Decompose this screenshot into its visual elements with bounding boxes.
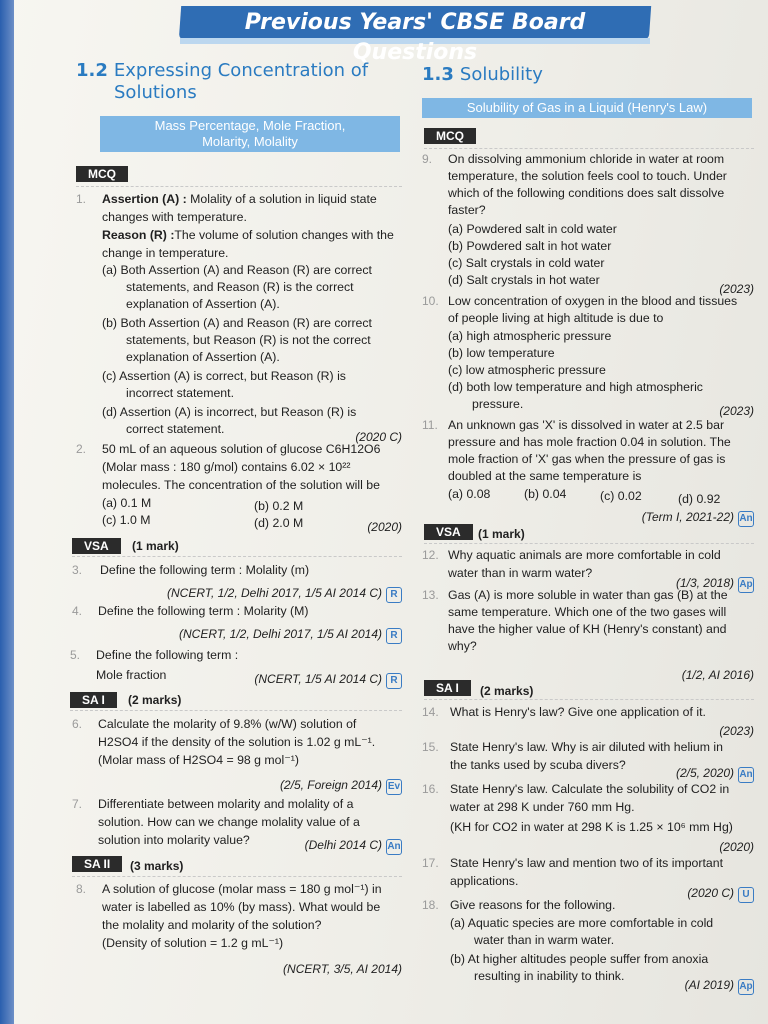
q15-number: 15.	[422, 740, 439, 754]
q10-number: 10.	[422, 294, 439, 308]
page-edge-strip	[0, 0, 14, 1024]
right-sa1-tag: SA I	[424, 680, 471, 696]
q16-line-2: water at 298 K under 760 mm Hg.	[450, 800, 635, 814]
left-section-title-l1: Expressing Concentration of	[113, 60, 369, 81]
q16-line-1: State Henry's law. Calculate the solubility of CO2 in	[450, 782, 730, 796]
q16-reference: (2020)	[719, 840, 754, 854]
q10-line-1: Low concentration of oxygen in the blood and tissues	[448, 294, 738, 308]
q17-number: 17.	[422, 856, 439, 870]
q9-reference: (2023)	[719, 282, 754, 296]
q3-text: Define the following term : Molality (m)	[100, 563, 310, 577]
q1-option-a-l3: explanation of Assertion (A).	[126, 297, 280, 311]
q10-option-a: (a) high atmospheric pressure	[448, 329, 612, 343]
divider	[424, 699, 754, 700]
q11-option-d: (d) 0.92	[678, 492, 721, 506]
q3-reference-text: (NCERT, 1/2, Delhi 2017, 1/5 AI 2014 C)	[166, 586, 382, 600]
right-sa1-marks: (2 marks)	[480, 684, 534, 698]
divider	[72, 876, 402, 877]
q17-line-1: State Henry's law and mention two of its important	[450, 856, 724, 870]
left-sa2-tag: SA II	[72, 856, 122, 872]
q9-option-c: (c) Salt crystals in cold water	[448, 256, 605, 270]
q11-line-1: An unknown gas 'X' is dissolved in water at 2.5 bar	[448, 418, 725, 432]
q7-line-3: solution into molarity value?	[98, 833, 250, 847]
q5-reference	[220, 672, 402, 689]
q4-reference-text: (NCERT, 1/2, Delhi 2017, 1/5 AI 2014)	[178, 627, 382, 641]
q1-reason-l2: change in temperature.	[102, 246, 229, 260]
q1-option-d: (d) Assertion (A) is incorrect, but Reason (R) is	[102, 405, 357, 419]
q13-line-2: same temperature. Which one of the two gases will	[448, 605, 727, 619]
q13-line-3: have the higher value of KH (Henry's constant) and	[448, 622, 727, 636]
q1-reason-text: The volume of solution changes with the	[174, 228, 394, 242]
q5-badge: R	[386, 673, 402, 689]
q7-line-2: solution. How can we change molality value of a	[98, 815, 360, 829]
q7-badge: An	[386, 839, 402, 855]
q7-reference	[280, 838, 402, 855]
q11-reference	[560, 510, 754, 527]
q2-line-1: 50 mL of an aqueous solution of glucose C6H12O6	[102, 442, 381, 456]
q6-reference-text: (2/5, Foreign 2014)	[279, 778, 382, 792]
q4-reference	[120, 627, 402, 644]
q12-reference-text: (1/3, 2018)	[675, 576, 734, 590]
q3-number: 3.	[72, 563, 83, 577]
q1-number: 1.	[76, 192, 87, 206]
q11-option-b: (b) 0.04	[524, 487, 567, 501]
q18-number: 18.	[422, 898, 439, 912]
right-topic-banner: Solubility of Gas in a Liquid (Henry's Law)	[422, 98, 752, 118]
left-section-title-l2: Solutions	[114, 82, 197, 103]
q11-badge: An	[738, 511, 754, 527]
q2-option-a: (a) 0.1 M	[102, 496, 152, 510]
q13-line-4: why?	[448, 639, 477, 653]
q1-reason	[102, 228, 402, 244]
q1-option-b: (b) Both Assertion (A) and Reason (R) are correct	[102, 316, 372, 330]
q11-line-4: doubled at the same temperature is	[448, 469, 642, 483]
q11-line-3: mole fraction of 'X' gas when the pressure of gas is	[448, 452, 726, 466]
q10-option-d: (d) both low temperature and high atmospheric	[448, 380, 703, 394]
divider	[424, 543, 754, 544]
q7-number: 7.	[72, 797, 83, 811]
left-vsa-tag: VSA	[72, 538, 121, 554]
left-section-heading	[76, 60, 368, 82]
q12-badge: Ap	[738, 577, 754, 593]
q9-line-3: which of the following conditions does salt dissolve	[448, 186, 725, 200]
q15-line-1: State Henry's law. Why is air diluted with helium in	[450, 740, 723, 754]
right-section-number: 1.3	[422, 64, 454, 85]
q18-reference	[640, 978, 754, 995]
right-section-heading	[422, 64, 543, 86]
q1-option-d-l2: correct statement.	[126, 422, 225, 436]
q11-option-a: (a) 0.08	[448, 487, 491, 501]
left-sa2-marks: (3 marks)	[130, 859, 184, 873]
q11-number: 11.	[422, 418, 438, 432]
q7-line-1: Differentiate between molarity and molality of a	[98, 797, 354, 811]
q5-number: 5.	[70, 648, 81, 662]
q1-option-b-l2: statements, but Reason (R) is not the correct	[126, 333, 371, 347]
q13-reference: (1/2, AI 2016)	[681, 668, 754, 682]
q18-badge: Ap	[738, 979, 754, 995]
right-section-title: Solubility	[459, 64, 543, 85]
q15-line-2: the tanks used by scuba divers?	[450, 758, 626, 772]
q2-line-3: molecules. The concentration of the solution will be	[102, 478, 380, 492]
q6-reference	[200, 778, 402, 795]
q4-number: 4.	[72, 604, 83, 618]
q16-number: 16.	[422, 782, 439, 796]
left-mcq-tag: MCQ	[76, 166, 128, 182]
q9-number: 9.	[422, 152, 433, 166]
right-vsa-tag: VSA	[424, 524, 473, 540]
q5-text: Define the following term :	[96, 648, 239, 662]
q1-option-c: (c) Assertion (A) is correct, but Reason (R) is	[102, 369, 346, 383]
q1-assertion	[102, 192, 402, 208]
q18-reference-text: (AI 2019)	[684, 978, 734, 992]
q2-option-d: (d) 2.0 M	[254, 516, 304, 530]
q8-line-3: the molality and molarity of the solution?	[102, 918, 322, 932]
left-topic-l2: Molarity, Molality	[202, 134, 298, 149]
q3-badge: R	[386, 587, 402, 603]
q14-text: What is Henry's law? Give one application of it.	[450, 705, 706, 719]
divider	[72, 556, 402, 557]
q10-option-b: (b) low temperature	[448, 346, 555, 360]
q18-option-b: (b) At higher altitudes people suffer from anoxia	[450, 952, 709, 966]
left-topic-banner	[100, 116, 400, 152]
left-sa1-tag: SA I	[70, 692, 117, 708]
divider	[70, 710, 402, 711]
right-mcq-tag: MCQ	[424, 128, 476, 144]
q11-reference-text: (Term I, 2021-22)	[641, 510, 734, 524]
q10-option-d-l2: pressure.	[472, 397, 524, 411]
q17-reference-text: (2020 C)	[687, 886, 734, 900]
q9-line-1: On dissolving ammonium chloride in water at room	[448, 152, 725, 166]
q18-option-b-l2: resulting in inability to think.	[474, 969, 625, 983]
q1-option-c-l2: incorrect statement.	[126, 386, 234, 400]
q1-reason-label: Reason (R) :	[102, 228, 175, 242]
q6-line-2: H2SO4 if the density of the solution is 1.02 g mL⁻¹.	[98, 735, 376, 749]
q5-line-2: Mole fraction	[96, 668, 167, 682]
q2-reference: (2020)	[367, 520, 402, 534]
q17-badge: U	[738, 887, 754, 903]
q18-option-a-l2: water than in warm water.	[474, 933, 615, 947]
q12-line-1: Why aquatic animals are more comfortable in cold	[448, 548, 721, 562]
divider	[76, 186, 402, 187]
q11-line-2: pressure and has mole fraction 0.04 in solution. The	[448, 435, 731, 449]
q6-number: 6.	[72, 717, 83, 731]
q1-option-a-l2: statements, and Reason (R) is the correct	[126, 280, 354, 294]
q14-reference: (2023)	[719, 724, 754, 738]
page-title: Previous Years' CBSE Board Questions	[244, 10, 586, 65]
q10-line-2: of people living at high altitude is due to	[448, 311, 664, 325]
q8-line-4: (Density of solution = 1.2 g mL⁻¹)	[102, 936, 284, 950]
q1-reference: (2020 C)	[355, 430, 402, 444]
q9-line-4: faster?	[448, 203, 486, 217]
q18-option-a: (a) Aquatic species are more comfortable in cold	[450, 916, 714, 930]
q4-badge: R	[386, 628, 402, 644]
left-vsa-marks: (1 mark)	[132, 539, 179, 553]
q15-badge: An	[738, 767, 754, 783]
right-vsa-marks: (1 mark)	[478, 527, 525, 541]
q2-option-c: (c) 1.0 M	[102, 513, 151, 527]
q5-reference-text: (NCERT, 1/5 AI 2014 C)	[254, 672, 382, 686]
q1-option-a: (a) Both Assertion (A) and Reason (R) are correct	[102, 263, 372, 277]
q2-number: 2.	[76, 442, 87, 456]
q1-assertion-label: Assertion (A) :	[102, 192, 187, 206]
q6-badge: Ev	[386, 779, 402, 795]
q9-line-2: temperature, the solution feels cool to touch. Under	[448, 169, 727, 183]
q13-line-1: Gas (A) is more soluble in water than gas (B) at the	[448, 588, 728, 602]
q10-option-c: (c) low atmospheric pressure	[448, 363, 606, 377]
q18-line-1: Give reasons for the following.	[450, 898, 616, 912]
q12-line-2: water than in warm water?	[448, 566, 593, 580]
q4-text: Define the following term : Molarity (M)	[98, 604, 309, 618]
q9-option-b: (b) Powdered salt in hot water	[448, 239, 612, 253]
q6-line-3: (Molar mass of H2SO4 = 98 g mol⁻¹)	[98, 753, 299, 767]
q16-line-3: (KH for CO2 in water at 298 K is 1.25 × 10⁶ mm Hg)	[450, 820, 733, 834]
q2-option-b: (b) 0.2 M	[254, 499, 304, 513]
q1-assertion-l2: changes with temperature.	[102, 210, 247, 224]
q7-reference-text: (Delhi 2014 C)	[304, 838, 382, 852]
q6-line-1: Calculate the molarity of 9.8% (w/W) solution of	[98, 717, 357, 731]
left-section-number: 1.2	[76, 60, 108, 81]
q11-option-c: (c) 0.02	[600, 489, 642, 503]
q17-reference	[640, 886, 754, 903]
q9-option-a: (a) Powdered salt in cold water	[448, 222, 617, 236]
q17-line-2: applications.	[450, 874, 519, 888]
q12-number: 12.	[422, 548, 439, 562]
q8-number: 8.	[76, 882, 87, 896]
q1-option-b-l3: explanation of Assertion (A).	[126, 350, 280, 364]
q8-line-1: A solution of glucose (molar mass = 180 g mol⁻¹) in	[102, 882, 382, 896]
q2-line-2: (Molar mass : 180 g/mol) contains 6.02 × 10²²	[102, 460, 351, 474]
q8-line-2: water is labelled as 10% (by mass). What would be	[102, 900, 381, 914]
q10-reference: (2023)	[719, 404, 754, 418]
divider	[424, 148, 754, 149]
left-topic-l1: Mass Percentage, Mole Fraction,	[154, 118, 346, 133]
q14-number: 14.	[422, 705, 439, 719]
q15-reference-text: (2/5, 2020)	[675, 766, 734, 780]
q1-assertion-text: Molality of a solution in liquid state	[190, 192, 377, 206]
left-sa1-marks: (2 marks)	[128, 693, 182, 707]
q9-option-d: (d) Salt crystals in hot water	[448, 273, 600, 287]
q13-number: 13.	[422, 588, 439, 602]
q8-reference: (NCERT, 3/5, AI 2014)	[283, 962, 402, 976]
q15-reference	[620, 766, 754, 783]
q3-reference	[120, 586, 402, 603]
